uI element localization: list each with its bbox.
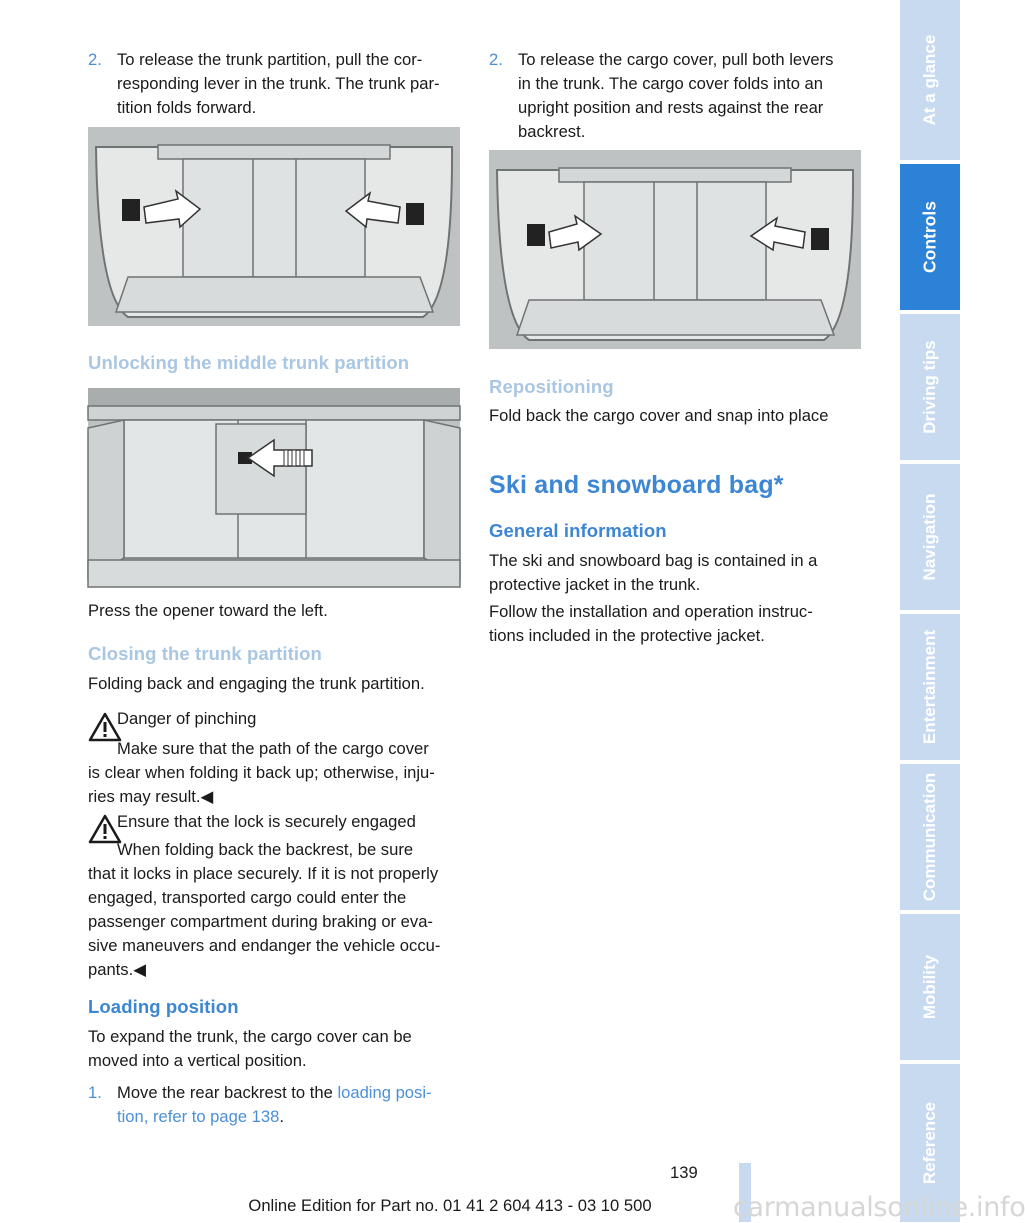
warning-lock-body — [88, 838, 468, 982]
text-line: backrest. — [518, 122, 586, 141]
heading-loading-position: Loading position — [88, 996, 239, 1017]
text-line: is clear when folding it back up; otherwise, inju‐ — [88, 763, 435, 782]
tab-navigation[interactable] — [900, 464, 960, 610]
text-line: tition folds forward. — [117, 98, 257, 117]
tab-controls[interactable] — [900, 164, 960, 310]
heading-closing-partition: Closing the trunk partition — [88, 643, 322, 664]
step-number: 1. — [88, 1083, 102, 1102]
footer-edition-text: Online Edition for Part no. 01 41 2 604 413 - 03 10 500 — [248, 1196, 652, 1215]
general-text — [489, 549, 869, 597]
text-line: To expand the trunk, the cargo cover can be — [88, 1027, 412, 1046]
tab-label: Communication — [920, 772, 939, 902]
loading-position-link-cont[interactable]: tion, refer to page 138 — [117, 1107, 280, 1126]
closing-text: Folding back and engaging the trunk partition. — [88, 674, 425, 693]
middle-partition-opener-photo — [88, 388, 460, 587]
tab-entertainment[interactable] — [900, 614, 960, 760]
text-line: moved into a vertical position. — [88, 1051, 307, 1070]
text-line: To release the cargo cover, pull both levers — [518, 50, 834, 69]
trunk-partition-levers-photo — [88, 127, 460, 326]
step-number: 2. — [88, 50, 102, 69]
loading-position-link[interactable]: loading posi‐ — [337, 1083, 432, 1102]
warning-pinching-title: Danger of pinching — [117, 709, 257, 728]
tab-label: Mobility — [920, 954, 939, 1020]
text-line: upright position and rests against the rear — [518, 98, 824, 117]
tab-mobility[interactable] — [900, 914, 960, 1060]
tab-label: At a glance — [920, 34, 939, 126]
tab-driving-tips[interactable] — [900, 314, 960, 460]
heading-repositioning: Repositioning — [489, 376, 614, 397]
chapter-tabs — [900, 0, 960, 1222]
press-opener-text: Press the opener toward the left. — [88, 601, 328, 620]
text-line: passenger compartment during braking or eva‐ — [88, 912, 433, 931]
text-line: To release the trunk partition, pull the cor‐ — [117, 50, 423, 69]
text-line: The ski and snowboard bag is contained in a — [489, 551, 818, 570]
follow-text — [489, 600, 869, 648]
heading-unlocking-middle-partition: Unlocking the middle trunk partition — [88, 352, 410, 373]
tab-label: Controls — [919, 201, 940, 273]
tab-label: Navigation — [920, 493, 939, 581]
text-line: Follow the installation and operation instruc‐ — [489, 602, 813, 621]
text-line: engaged, transported cargo could enter the — [88, 888, 407, 907]
text-line: ries may result.◀ — [88, 787, 214, 806]
step-text-end: . — [279, 1107, 284, 1126]
text-line: protective jacket in the trunk. — [489, 575, 701, 594]
loading-text — [88, 1025, 462, 1073]
repositioning-text: Fold back the cargo cover and snap into place — [489, 406, 829, 425]
tab-label: Reference — [920, 1101, 939, 1185]
text-line: Make sure that the path of the cargo cover — [117, 739, 429, 758]
tab-label: Driving tips — [920, 340, 939, 434]
text-line: responding lever in the trunk. The trunk par‐ — [117, 74, 440, 93]
text-line: sive maneuvers and endanger the vehicle occu‐ — [88, 936, 441, 955]
watermark: carmanualsonline.info — [733, 1192, 1025, 1223]
heading-ski-snowboard-bag: Ski and snowboard bag* — [489, 471, 784, 499]
warning-pinching-body — [88, 737, 468, 809]
page-number: 139 — [670, 1163, 698, 1182]
text-line: that it locks in place securely. If it is not properly — [88, 864, 439, 883]
heading-general-information: General information — [489, 520, 667, 541]
warning-lock-title: Ensure that the lock is securely engaged — [117, 812, 416, 831]
cargo-cover-levers-photo — [489, 150, 861, 349]
tab-label: Entertainment — [920, 629, 939, 745]
step-text: Move the rear backrest to the — [117, 1083, 338, 1102]
step-number: 2. — [489, 50, 503, 69]
text-line: in the trunk. The cargo cover folds into an — [518, 74, 824, 93]
tab-communication[interactable] — [900, 764, 960, 910]
text-line: When folding back the backrest, be sure — [117, 840, 414, 859]
tab-at-a-glance[interactable] — [900, 0, 960, 160]
text-line: tions included in the protective jacket. — [489, 626, 765, 645]
text-line: pants.◀ — [88, 960, 146, 979]
